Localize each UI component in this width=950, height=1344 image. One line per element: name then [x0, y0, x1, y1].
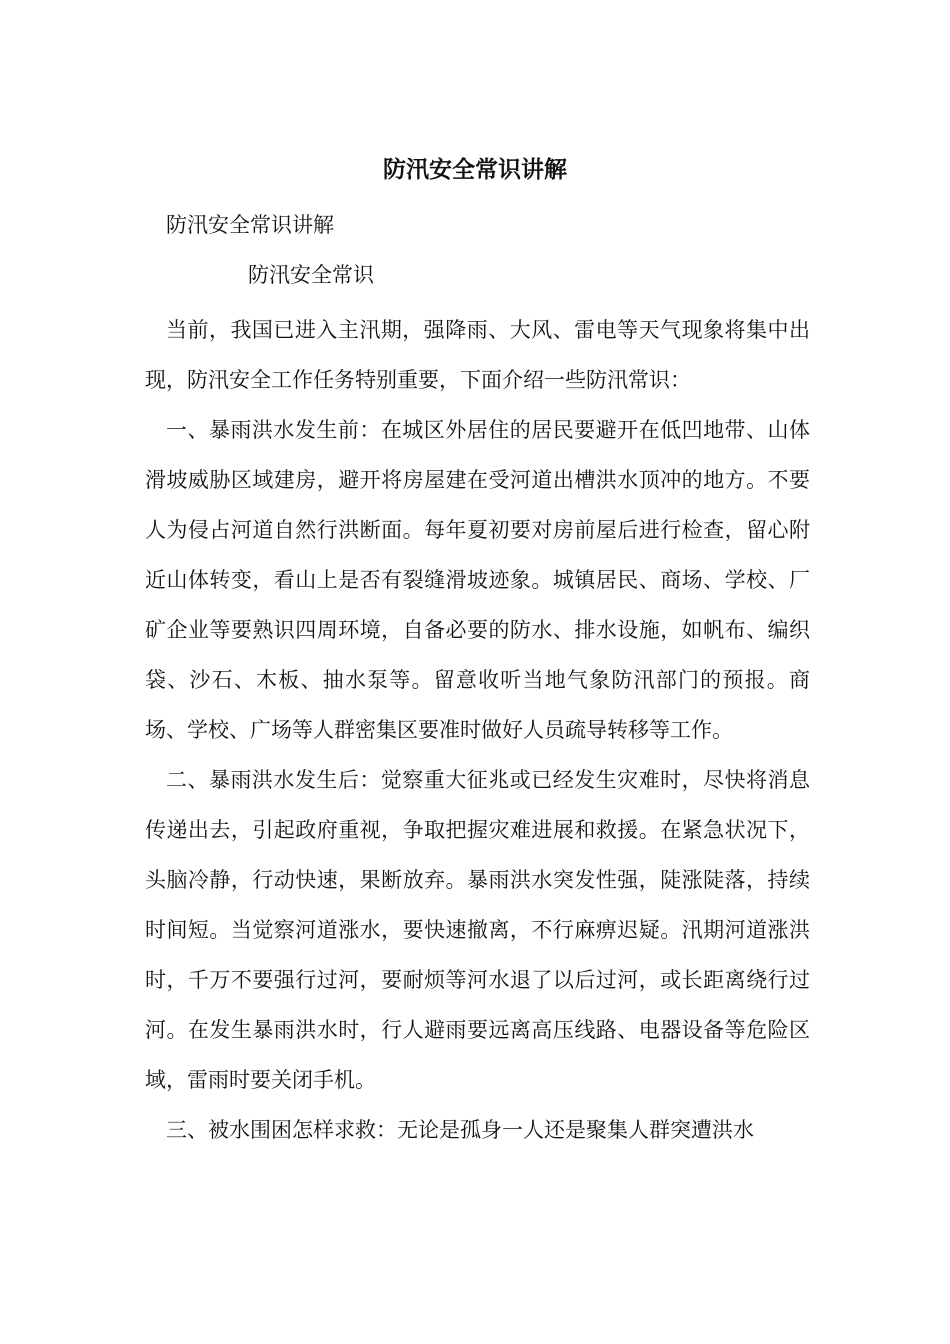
document-title: 防汛安全常识讲解 [383, 156, 567, 183]
paragraph-before-flood: 一、暴雨洪水发生前：在城区外居住的居民要避开在低凹地带、山体滑坡威胁区域建房，避开将房屋建在受河道出槽洪水顶冲的地方。不要人为侵占河道自然行洪断面。每年夏初要对房前屋后进行检查，留心附近山体转变，看山上是否有裂缝滑坡迹象。城镇居民、商场、学校、厂矿企业等要熟识四周环境，自备必要的防水、排水设施，如帆布、编织袋、沙石、木板、抽水泵等。留意收听当地气象防汛部门的预报。商场、学校、广场等人群密集区要准时做好人员疏导转移等工作。 [145, 418, 810, 742]
document-body [145, 305, 810, 1155]
section-heading: 防汛安全常识 [248, 263, 374, 287]
paragraph-intro: 当前，我国已进入主汛期，强降雨、大风、雷电等天气现象将集中出现，防汛安全工作任务特别重要，下面介绍一些防汛常识： [145, 318, 810, 392]
paragraph-rescue: 三、被水围困怎样求救：无论是孤身一人还是聚集人群突遭洪水 [166, 1118, 754, 1142]
paragraph-after-flood: 二、暴雨洪水发生后：觉察重大征兆或已经发生灾难时，尽快将消息传递出去，引起政府重视，争取把握灾难进展和救援。在紧急状况下，头脑冷静，行动快速，果断放弃。暴雨洪水突发性强，陡涨陡落，持续时间短。当觉察河道涨水，要快速撤离，不行麻痹迟疑。汛期河道涨洪时，千万不要强行过河，要耐烦等河水退了以后过河，或长距离绕行过河。在发生暴雨洪水时，行人避雨要远离高压线路、电器设备等危险区域，雷雨时要关闭手机。 [145, 768, 810, 1092]
document-subtitle: 防汛安全常识讲解 [166, 213, 334, 237]
